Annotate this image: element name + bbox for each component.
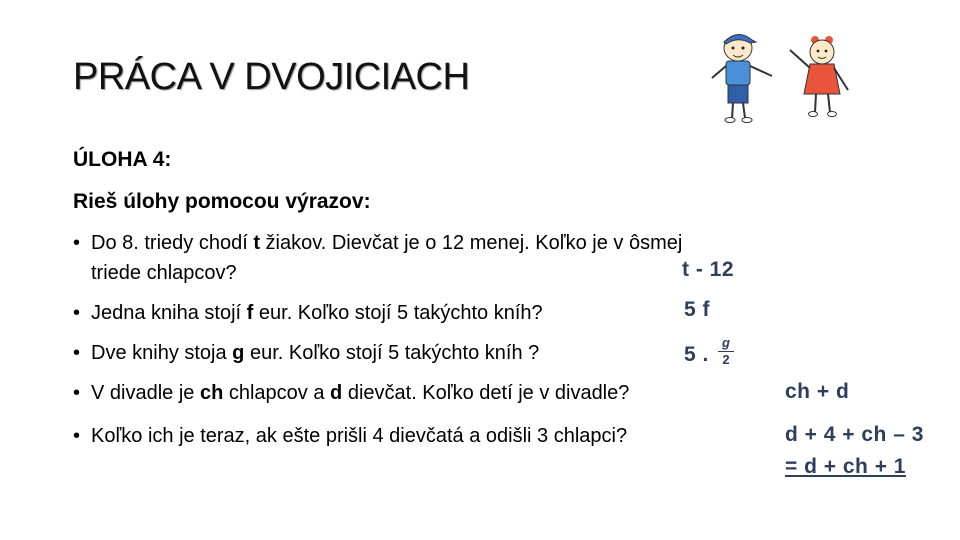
slide-title: PRÁCA V DVOJICIACH bbox=[73, 56, 470, 98]
question-4: • V divadle je ch chlapcov a d dievčat. Koľko detí je v divadle? bbox=[73, 382, 630, 404]
answer-4: ch + d bbox=[785, 380, 850, 403]
children-illustration bbox=[690, 28, 860, 128]
question-3: • Dve knihy stoja g eur. Koľko stojí 5 takýchto kníh ? bbox=[73, 342, 540, 364]
fraction-denominator: 2 bbox=[722, 352, 730, 367]
question-1-continued: triede chlapcov? bbox=[91, 262, 237, 284]
task-heading: ÚLOHA 4: bbox=[73, 148, 172, 171]
answer-3-fraction bbox=[718, 336, 734, 367]
question-1: • Do 8. triedy chodí t žiakov. Dievčat je o 12 menej. Koľko je v ôsmej bbox=[73, 232, 683, 254]
question-2: • Jedna kniha stojí f eur. Koľko stojí 5 takýchto kníh? bbox=[73, 302, 543, 324]
variable-t: t bbox=[253, 232, 260, 254]
answer-1: t - 12 bbox=[682, 258, 735, 281]
question-5: • Koľko ich je teraz, ak ešte prišli 4 dievčatá a odišli 3 chlapci? bbox=[73, 425, 628, 447]
variable-d: d bbox=[330, 382, 343, 404]
girl-figure bbox=[790, 36, 848, 117]
bullet-marker: • bbox=[73, 302, 81, 324]
bullet-marker: • bbox=[73, 425, 81, 447]
bullet-marker: • bbox=[73, 382, 81, 404]
answer-2: 5 f bbox=[684, 298, 711, 321]
answer-5-line-2: = d + ch + 1 bbox=[785, 455, 906, 478]
variable-g: g bbox=[232, 342, 245, 364]
variable-ch: ch bbox=[199, 382, 224, 404]
bullet-marker: • bbox=[73, 342, 81, 364]
task-instruction: Rieš úlohy pomocou výrazov: bbox=[73, 190, 371, 213]
variable-f: f bbox=[246, 302, 254, 324]
answer-3-prefix: 5 . bbox=[684, 343, 709, 366]
boy-figure bbox=[712, 34, 772, 122]
answer-5-line-1: d + 4 + ch – 3 bbox=[785, 423, 924, 446]
bullet-marker: • bbox=[73, 232, 81, 254]
fraction-numerator: g bbox=[722, 335, 730, 350]
